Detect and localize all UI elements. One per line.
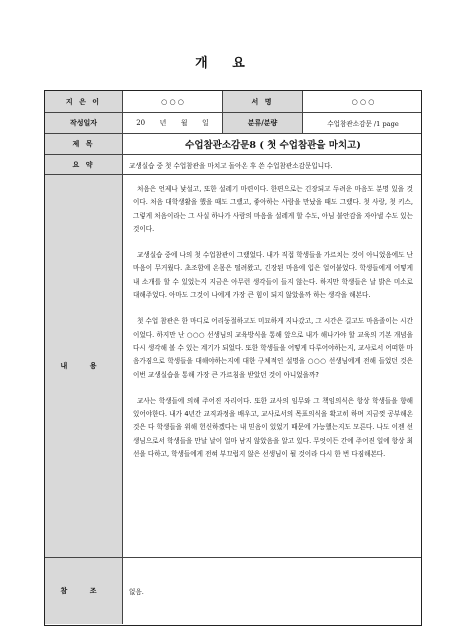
date-day-unit: 일 (201, 119, 209, 127)
date-month-unit: 월 (180, 119, 188, 127)
date-label: 작성일자 (45, 113, 123, 133)
content-paragraph: 처음은 언제나 낯설고, 또한 설레기 마련이다. 한편으로는 긴장되고 두려운 마음도 분명 있을 것이다. 처음 대학생활을 했을 때도 그랬고, 좋아하는 사람을 만났을 때도 그랬다. 첫 사랑, 첫 키스, 그렇게 처음이라는 그 사실 하나가 사람의 마음을 설레게 할 수도, 아님 불안감을 자아낼 수도 있는 것이다. (133, 185, 413, 233)
refs-row (45, 558, 421, 624)
content-row (45, 175, 421, 558)
content-label: 내 용 (45, 175, 123, 557)
date-value (123, 113, 223, 133)
summary-value: 교생실습 중 첫 수업참관을 마치고 돌아온 후 쓴 수업참관소감문입니다. (129, 161, 333, 170)
content-paragraph: 교사는 학생들에 의해 주어진 자리이다. 또한 교사의 임무와 그 책임의식은 항상 학생들을 향해 있어야한다. 내가 4년간 교직과정을 배우고, 교사로서의 목표의식을 확고히 하며 지금껏 공부해온 것은 다 학생들을 위해 헌신하겠다는 내 믿음이 있었기 때문에 가능했는지도 모른다. 나도 이젠 선생님으로서 학생들을 만날 날이 얼마 남지 않았음을 알고 있다. 무엇이든 간에 주어진 일에 항상 최선을 다하고, 학생들에게 전혀 부끄럽지 않은 선생님이 될 것이라 다시 한 번 다짐해본다. (133, 396, 413, 459)
summary-label: 요 약 (45, 155, 123, 174)
content-paragraph: 첫 수업 참관은 한 마디로 어리둥절하고도 미묘하게 지나갔고, 그 시간은 길고도 마음졸이는 시간이었다. 하지만 난 ○○○ 선생님의 교육방식을 통해 앞으로 내가 해나가야 할 교육의 기본 개념을 다시 생각해 볼 수 있는 계기가 되었다. 또한 학생들을 어떻게 다루어야하는지, 교사로서 어떠한 마음가짐으로 학생들을 대해야하는지에 대한 구체적인 설명을 ○○○ 선생님에게 전해 들었던 것은 이번 교생실습을 통해 가장 큰 가르침을 받았던 것이 아니었을까? (133, 317, 413, 379)
content-paragraph: 교생실습 중에 나의 첫 수업참관이 그랬었다. 내가 직접 학생들을 가르치는 것이 아니었음에도 난 마음이 무거웠다. 초조함에 온몸은 떨려왔고, 긴장된 마음에 입은 얼어붙었다. 학생들에게 어떻게 내 소개를 할 수 있었는지 지금은 아무런 생각들이 들지 않는다. 하지만 학생들은 날 밝은 미소로 대해주었다. 아마도 그것이 나에게 가장 큰 힘이 되지 않았을까 하는 생각을 해본다. (133, 251, 413, 300)
title-label: 제 목 (45, 134, 123, 154)
date-year-unit: 년 (159, 119, 167, 127)
category-value: 수업참관소감문 /1 page (327, 120, 399, 128)
author-value: ○ ○ ○ (123, 91, 223, 112)
title-value: 수업참관소감문8 ( 첫 수업참관을 마치고) (185, 140, 361, 151)
page-title: 개 요 (195, 56, 255, 71)
refs-value: 없음. (129, 588, 144, 596)
title-row (45, 134, 421, 155)
sign-label: 서 명 (223, 91, 303, 112)
author-label: 지 은 이 (45, 91, 123, 112)
sign-value: ○ ○ ○ (351, 97, 375, 106)
overview-form (44, 90, 422, 626)
content-body (123, 175, 423, 557)
category-label: 분류/분량 (223, 113, 303, 133)
date-row (45, 113, 421, 134)
summary-row (45, 155, 421, 175)
author-row (45, 91, 421, 113)
date-year: 20 (136, 119, 146, 127)
refs-label: 참 조 (45, 558, 123, 624)
